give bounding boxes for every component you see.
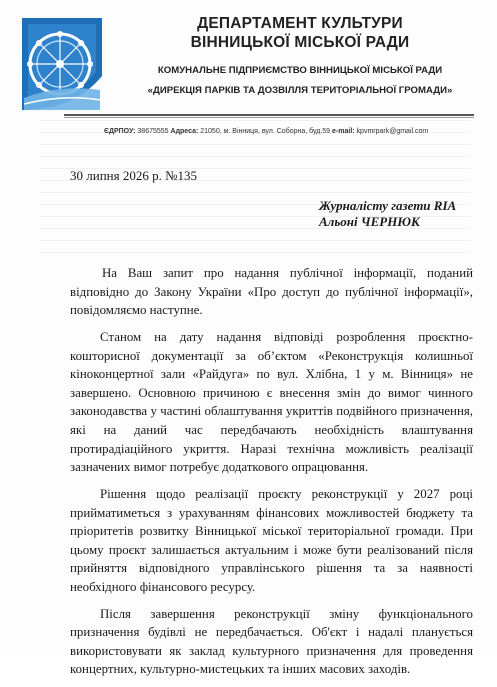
- recipient-line-1: Журналісту газети RIA: [319, 198, 457, 213]
- body-paragraph-3: Рішення щодо реалізації проєкту реконструкції у 2027 році прийматиметься з урахуванням фінансових можливостей бюджету та пріоритетів розвитку Вінницької міської територіальної громади. При цьому проєкт залишається актуальним і може бути реалізований після прийняття відповідного управлінського рішення та за наявності необхідного фінансового ресурсу.: [70, 486, 473, 594]
- edrpou-label: ЄДРПОУ:: [104, 128, 136, 135]
- body-paragraph-1: На Ваш запит про надання публічної інформації, поданий відповідно до Закону України «Про доступ до публічної інформації», повідомляємо наступне.: [70, 266, 473, 318]
- edrpou-value: 38675555: [137, 128, 169, 135]
- email-value: kpvmrpark@gmail.com: [356, 128, 429, 135]
- enterprise-name: КОМУНАЛЬНЕ ПІДПРИЄМСТВО ВІННИЦЬКОЇ МІСЬКОЇ РАДИ: [157, 65, 443, 76]
- address-label: Адреса:: [170, 128, 199, 135]
- body-paragraph-2: Станом на дату надання відповіді розроблення проєктно-кошторисної документації за об’єктом «Реконструкція колишньої кіноконцертної зали «Райдуга» по вул. Хлібна, 1 у м. Вінниця» не завершено. Основною причиною є внесення змін до вимог чинного законодавства у частині облаштування укриттів подвійного призначення, які на даний час передбачають необхідність влаштування протирадіаційного укриття. Наразі технічна можливість реалізації зазначених вимог потребує додаткового опрацювання.: [70, 329, 473, 475]
- recipient-line-2: Альоні ЧЕРНЮК: [319, 214, 420, 229]
- date-and-number: 30 липня 2026 р. №135: [70, 168, 197, 183]
- email-label: e-mail:: [332, 128, 355, 135]
- letter-body: [70, 264, 473, 687]
- recipient-block: [319, 198, 456, 230]
- department-line-2: ВІННИЦЬКОЇ МІСЬКОЇ РАДИ: [190, 34, 410, 51]
- department-title: [130, 14, 470, 52]
- ferris-wheel-logo-icon: [14, 14, 106, 114]
- header-divider-thin: [64, 117, 474, 118]
- department-line-1: ДЕПАРТАМЕНТ КУЛЬТУРИ: [197, 15, 403, 32]
- bleed-through-texture: [40, 120, 470, 260]
- address-value: 21050, м. Вінниця, вул. Соборна, буд.59: [200, 128, 331, 135]
- body-paragraph-4: Після завершення реконструкції зміну функціонального призначення будівлі не передбачається. Об'єкт і надалі планується використовувати як заклад культурного призначення для проведення концертних, культурно-мистецьких та інших масових заходів.: [70, 606, 473, 677]
- header-divider: [64, 114, 474, 116]
- contact-line: [104, 128, 484, 135]
- directorate-name: «ДИРЕКЦІЯ ПАРКІВ ТА ДОЗВІЛЛЯ ТЕРИТОРІАЛЬНОЇ ГРОМАДИ»: [147, 85, 453, 96]
